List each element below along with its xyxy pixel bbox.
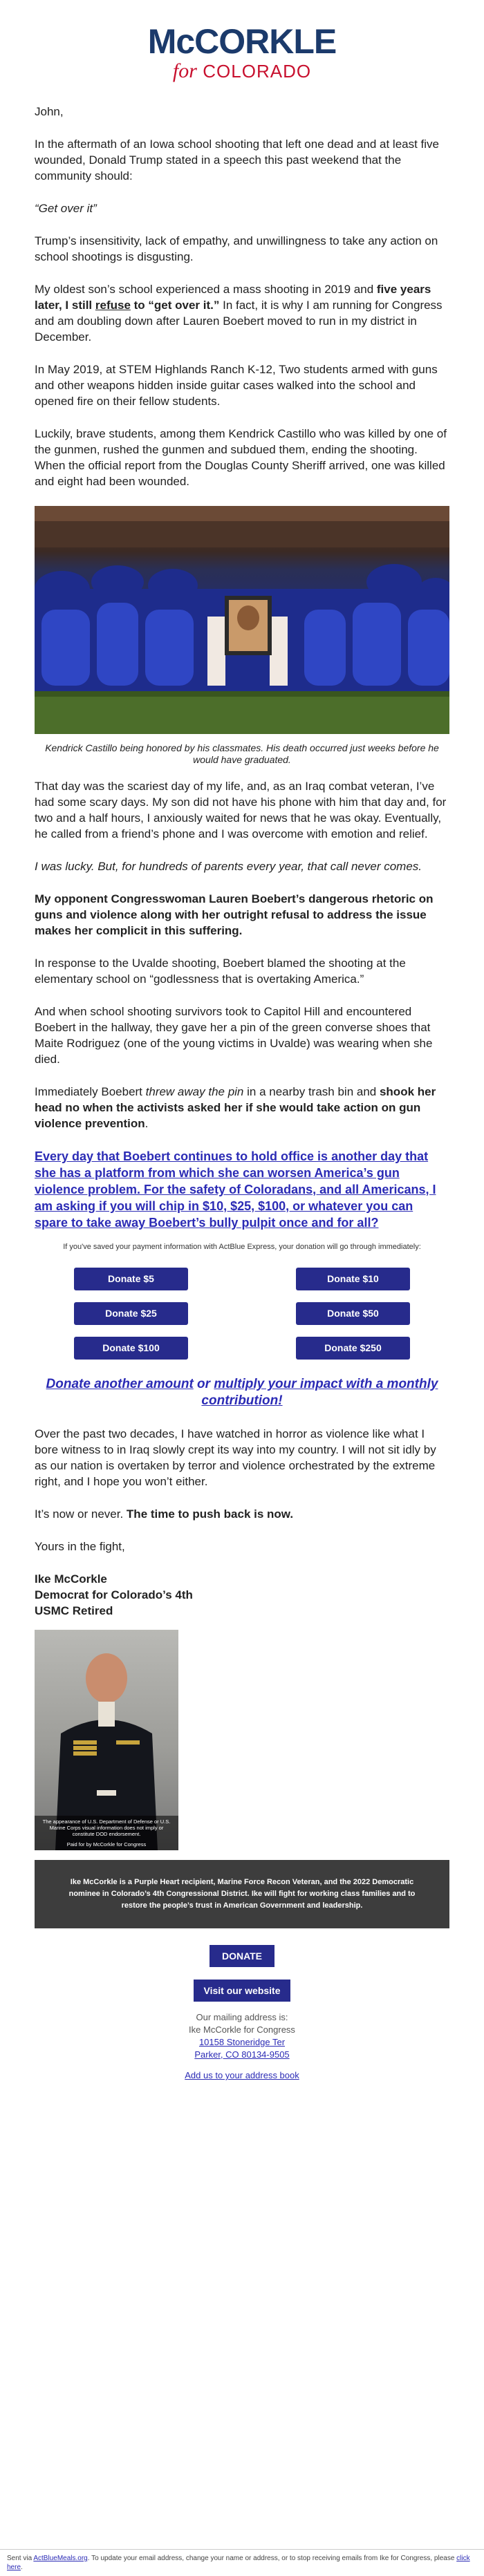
greeting: John, (35, 105, 64, 118)
donate-another-amount-link[interactable]: Donate another amount (46, 1377, 194, 1391)
donate-250-button[interactable]: Donate $250 (296, 1337, 410, 1360)
candidate-bio: Ike McCorkle is a Purple Heart recipient, Marine Force Recon Veteran, and the 2022 Democratic nominee in Colorado’s 4th Congressional District. Ike will fight for working class families and to restore the people’s trust in American Government and leadership. (35, 1860, 449, 1928)
donate-10-button[interactable]: Donate $10 (296, 1268, 410, 1290)
p11-part-e: . (145, 1117, 149, 1130)
paragraph-8: My opponent Congresswoman Lauren Boebert’s dangerous rhetoric on guns and violence along with her outright refusal to address the issue makes her complicit in this suffering. (35, 892, 434, 937)
p11-part-c: in a nearby trash bin and (243, 1085, 380, 1098)
paragraph-9: In response to the Uvalde shooting, Boebert blamed the shooting at the elementary school on “godlessness that is overtaking America.” (35, 957, 406, 986)
donation-appeal-link[interactable]: Every day that Boebert continues to hold office is another day that she has a platform from which she can worsen America’s gun violence problem. For the safety of Coloradans, and all Americans, I am asking if you will chip in $10, $25, $100, or whatever you can spare to take away Boebert’s bully pulpit once and for all? (35, 1149, 436, 1230)
donate-100-button[interactable]: Donate $100 (74, 1337, 188, 1360)
logo-tagline (35, 61, 449, 82)
portrait-disclaimer-box (35, 1816, 178, 1850)
p3-part-e: In fact, it is why I am running for Congress and am doubling down after Lauren Boebert moved to run in my district in December. (35, 299, 443, 344)
paragraph-3 (35, 281, 449, 345)
trump-quote: “Get over it” (35, 202, 97, 215)
monthly-contribution-link[interactable]: multiply your impact with a monthly contribution! (201, 1377, 438, 1408)
logo-mc: Mc (147, 22, 195, 61)
p3-part-b: five years later, I still (35, 283, 431, 312)
actblue-express-note: If you've saved your payment information with ActBlue Express, your donation will go through immediately: (63, 1243, 421, 1251)
logo-corkle: CORKLE (194, 22, 337, 61)
photo-caption: Kendrick Castillo being honored by his classmates. His death occurred just weeks before he would have graduated. (45, 742, 439, 765)
donate-5-button[interactable]: Donate $5 (74, 1268, 188, 1290)
signoff: Yours in the fight, (35, 1540, 125, 1553)
address-label: Our mailing address is: (196, 2012, 288, 2022)
paragraph-11 (35, 1084, 449, 1131)
footer-donate-button[interactable]: DONATE (210, 1945, 274, 1967)
address-street[interactable]: 10158 Stoneridge Ter (198, 2037, 286, 2047)
logo-colorado: COLORADO (203, 61, 312, 82)
p13-push-back: The time to push back is now. (126, 1507, 294, 1521)
signature-name: Ike McCorkle (35, 1572, 107, 1586)
p3-refuse: refuse (95, 299, 131, 312)
footer-sent-via: Sent via (7, 2555, 34, 2562)
p11-shook-head: shook her head no when the activists asked her if she would take action on gun violence prevention (35, 1085, 436, 1130)
paragraph-7: I was lucky. But, for hundreds of parents every year, that call never comes. (35, 860, 422, 873)
email-body (35, 0, 449, 2082)
signature (35, 1571, 449, 1619)
donate-25-button[interactable]: Donate $25 (74, 1302, 188, 1325)
paragraph-13 (35, 1506, 449, 1522)
paragraph-12: Over the past two decades, I have watched in horror as violence like what I bore witness to in Iraq slowly crept its way into my country. I will not sit idly by as our nation is overtaken by terror and violence orchestrated by the extreme right, and I hope you won’t either. (35, 1427, 436, 1488)
mailing-address (35, 2011, 449, 2082)
donate-button-grid (35, 1268, 449, 1360)
paragraph-2: Trump’s insensitivity, lack of empathy, and unwillingness to take any action on school shootings is disgusting. (35, 234, 438, 263)
p13-part-a: It’s now or never. (35, 1507, 127, 1521)
paragraph-1: In the aftermath of an Iowa school shooting that left one dead and at least five wounded, Donald Trump stated in a speech this past weekend that the community should: (35, 138, 439, 182)
candidate-portrait (35, 1630, 178, 1850)
paragraph-6: That day was the scariest day of my life, and, as an Iraq combat veteran, I’ve had some scary days. My son did not have his phone with him that day and, for two and a half hours, I anxiously waited for news that he was okay. Eventually, he called from a friend’s phone and I was overcome with emotion and relief. (35, 780, 447, 840)
more-donation-options (35, 1376, 449, 1409)
actblue-link[interactable]: ActBlueMeals.org (33, 2555, 88, 2562)
signature-service: USMC Retired (35, 1604, 113, 1617)
p11-threw-pin: threw away the pin (145, 1085, 244, 1098)
portrait-paid-for: Paid for by McCorkle for Congress (66, 1841, 147, 1848)
p3-part-d: to “get over it.” (130, 299, 220, 312)
paragraph-5: Luckily, brave students, among them Kendrick Castillo who was killed by one of the gunmen, rushed the gunmen and subdued them, ending the shooting. When the official report from the Douglas County Sheriff arrived, one was killed and eight had been wounded. (35, 427, 447, 488)
portrait-disclaimer: The appearance of U.S. Department of Defense or U.S. Marine Corps visual information does not imply or constitute DOD endorsement. (42, 1818, 171, 1837)
more-or: or (193, 1377, 214, 1391)
address-org: Ike McCorkle for Congress (189, 2024, 295, 2035)
paragraph-10: And when school shooting survivors took to Capitol Hill and encountered Boebert in the hallway, they gave her a pin of the green converse shoes that Maite Rodriguez (one of the young victims in Uvalde) was wearing when she died. (35, 1005, 433, 1066)
address-city[interactable]: Parker, CO 80134-9505 (194, 2049, 290, 2060)
graduation-photo-illustration (35, 506, 449, 734)
graduation-photo (35, 506, 449, 734)
add-to-address-book-link[interactable]: Add us to your address book (185, 2070, 299, 2080)
paragraph-4: In May 2019, at STEM Highlands Ranch K-12, Two students armed with guns and other weapons hidden inside guitar cases walked into the school and opened fire on their fellow students. (35, 363, 438, 408)
signature-title: Democrat for Colorado’s 4th (35, 1588, 193, 1601)
logo-name (35, 23, 449, 59)
footer-update-text: . To update your email address, change your name or address, or to stop receiving emails from Ike for Congress, please (87, 2555, 457, 2562)
logo-for: for (172, 59, 197, 82)
unsubscribe-link[interactable]: click here (7, 2555, 470, 2571)
footer-period: . (21, 2564, 23, 2571)
campaign-logo (35, 0, 449, 82)
visit-website-button[interactable]: Visit our website (194, 1980, 290, 2002)
p3-part-a: My oldest son’s school experienced a mass shooting in 2019 and (35, 283, 377, 296)
footer-legal (0, 2549, 484, 2576)
p11-part-a: Immediately Boebert (35, 1085, 146, 1098)
donate-50-button[interactable]: Donate $50 (296, 1302, 410, 1325)
